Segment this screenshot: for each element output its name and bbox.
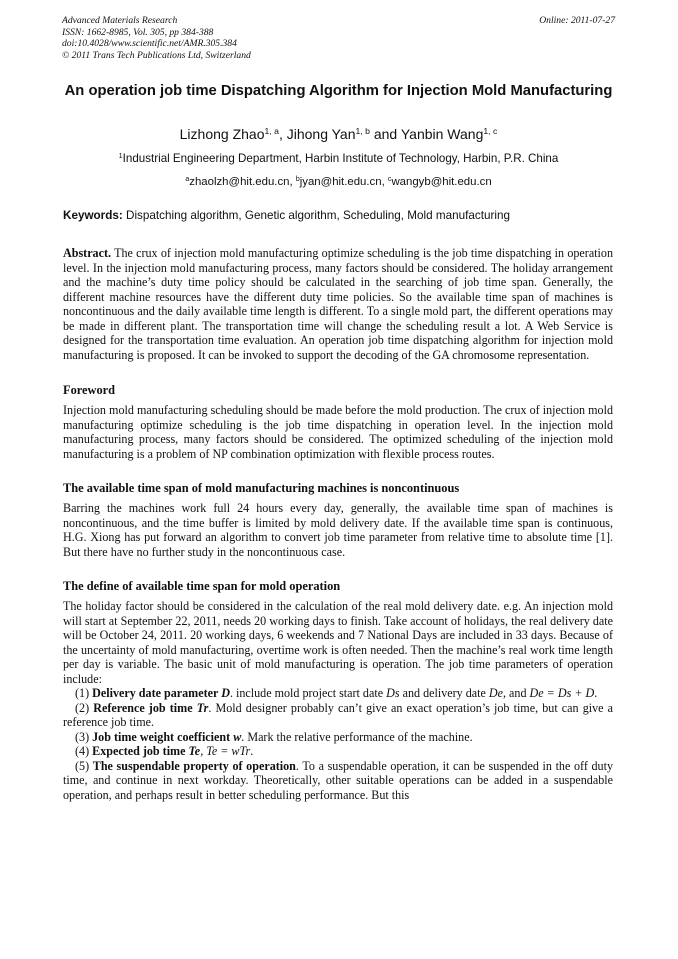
abstract-text: The crux of injection mold manufacturing optimize scheduling is the job time dispatching in operation level. In the injection mold manufacturing process, many factors should be considered. The holiday arrangement and the machine’s duty time policy should be calculated in the searching of job time span. Generally, the different machine resources have the different duty time policies. So the available time span of machines is noncontinuous and the daily available time length is different. To a single mold part, the different operations may be made in different plant. The transportation time will change the scheduling result a lot. A Web Service is designed for the transportation time evaluation. An operation job time dispatching algorithm for injection mold manufacturing is proposed. It can be invoked to support the decoding of the GA chromosome representation. <box>63 246 613 362</box>
param-item-suspendable <box>63 759 613 803</box>
item-label: The suspendable property of operation <box>92 758 296 773</box>
item-symbol: D <box>221 686 230 700</box>
paper-title: An operation job time Dispatching Algorithm for Injection Mold Manufacturing <box>64 83 613 99</box>
item-text: . include mold project start date <box>229 686 387 700</box>
item-number: (3) <box>75 729 93 744</box>
section-heading-foreword: Foreword <box>63 383 116 397</box>
item-text: , and <box>503 686 530 700</box>
item-number: (1) <box>75 686 93 700</box>
email-marker: c <box>387 176 392 184</box>
author-name: Lizhong Zhao <box>179 126 265 142</box>
paper-body <box>63 246 613 802</box>
section-heading-time-span: The define of available time span for mold operation <box>63 579 341 593</box>
email-address[interactable]: wangyb@hit.edu.cn <box>391 176 492 188</box>
item-text: . Mold designer probably can’t give an exact operation’s job time, but can give a reference job time. <box>63 700 613 729</box>
item-number: (5) <box>75 758 93 773</box>
math-var: Ds <box>386 686 400 700</box>
author-name: Yanbin Wang <box>400 126 484 142</box>
author-name: Jihong Yan <box>286 126 356 142</box>
param-item-reference-time <box>63 701 613 730</box>
param-item-delivery-date <box>63 686 613 701</box>
item-text: and delivery date <box>399 686 489 700</box>
email-marker: b <box>295 176 300 184</box>
item-text: . To a suspendable operation, it can be suspended in the off duty time, and continue in next workday. Theoretically, other suitable operations can be added in a suspendable operation, and perhaps result in better scheduling performance. But this <box>63 758 614 802</box>
author-affil-marker: 1, c <box>483 126 498 137</box>
foreword-paragraph: Injection mold manufacturing scheduling should be made before the mold production. The crux of injection mold manufacturing optimize scheduling is the job time dispatching in operation level. In the injection mold manufacturing process, many factors should be considered. The optimized scheduling of the injection mold manufacturing is a problem of NP combination optimization with flexible process routes. <box>63 403 613 461</box>
email-address[interactable]: jyan@hit.edu.cn, <box>299 176 388 188</box>
item-symbol: w <box>233 729 242 744</box>
item-label: Job time weight coefficient <box>92 729 234 744</box>
author-separator: and <box>369 126 401 142</box>
abstract <box>63 246 613 362</box>
item-text: . <box>250 744 254 758</box>
section-heading-noncontinuous: The available time span of mold manufacturing machines is noncontinuous <box>63 481 460 495</box>
item-label: Reference job time <box>93 700 197 715</box>
keywords-label: Keywords: <box>63 209 123 222</box>
doi-line: doi:10.4028/www.scientific.net/AMR.305.384 <box>62 38 237 50</box>
journal-header <box>62 15 251 61</box>
item-label: Delivery date parameter <box>92 686 222 700</box>
item-number: (4) <box>75 744 93 758</box>
equation: Te = wTr <box>206 744 251 758</box>
email-address[interactable]: zhaolzh@hit.edu.cn, <box>189 176 296 188</box>
time-span-paragraph: The holiday factor should be considered in the calculation of the real mold delivery date. e.g. An injection mold will start at September 22, 2011, needs 20 working days to finish. Take account of holidays, the real delivery date will be October 24, 2011. 20 working days, 6 weekends and 7 National Days are included in 33 days. Because of the uncertainty of mold manufacturing, overtime work is often needed. Then the machine’s real work time length per day is variable. The basic unit of mold manufacturing is operation. The job time parameters of operation include: <box>63 599 613 686</box>
math-var: De <box>488 686 503 700</box>
noncontinuous-paragraph: Barring the machines work full 24 hours every day, generally, the available time span of machines is noncontinuous, and the time buffer is limited by mold delivery date. If the available time span is continuous, H.G. Xiong has put forward an algorithm to convert job time parameter from relative time to absolute time [1]. But there have no further study in the noncontinuous case. <box>63 501 613 559</box>
journal-name: Advanced Materials Research <box>62 15 178 26</box>
affiliation <box>62 151 615 167</box>
author-affil-marker: 1, b <box>355 126 370 137</box>
param-item-expected-time <box>63 744 613 759</box>
copyright-line: © 2011 Trans Tech Publications Ltd, Switzerland <box>62 49 251 61</box>
item-text: . Mark the relative performance of the machine. <box>241 729 473 744</box>
param-item-weight <box>63 730 613 745</box>
affiliation-text: Industrial Engineering Department, Harbin Institute of Technology, Harbin, P.R. China <box>122 152 559 165</box>
issn-line: ISSN: 1662-8985, Vol. 305, pp 384-388 <box>62 26 214 38</box>
online-date: Online: 2011-07-27 <box>539 15 615 26</box>
keywords <box>63 208 616 224</box>
email-marker: a <box>185 176 190 184</box>
item-number: (2) <box>75 700 94 715</box>
item-symbol: Te <box>188 744 201 758</box>
item-label: Expected job time <box>92 744 189 758</box>
item-symbol: Tr <box>196 700 209 715</box>
equation: De = Ds + D <box>529 686 595 700</box>
keywords-text: Dispatching algorithm, Genetic algorithm, Scheduling, Mold manufacturing <box>122 209 510 222</box>
author-separator: , <box>278 126 287 142</box>
email-list <box>62 174 615 190</box>
item-text: , <box>200 744 207 758</box>
author-list <box>62 124 615 144</box>
abstract-label: Abstract. <box>63 246 112 260</box>
affiliation-marker: 1 <box>118 151 123 161</box>
author-affil-marker: 1, a <box>264 126 279 137</box>
item-text: . <box>594 686 598 700</box>
